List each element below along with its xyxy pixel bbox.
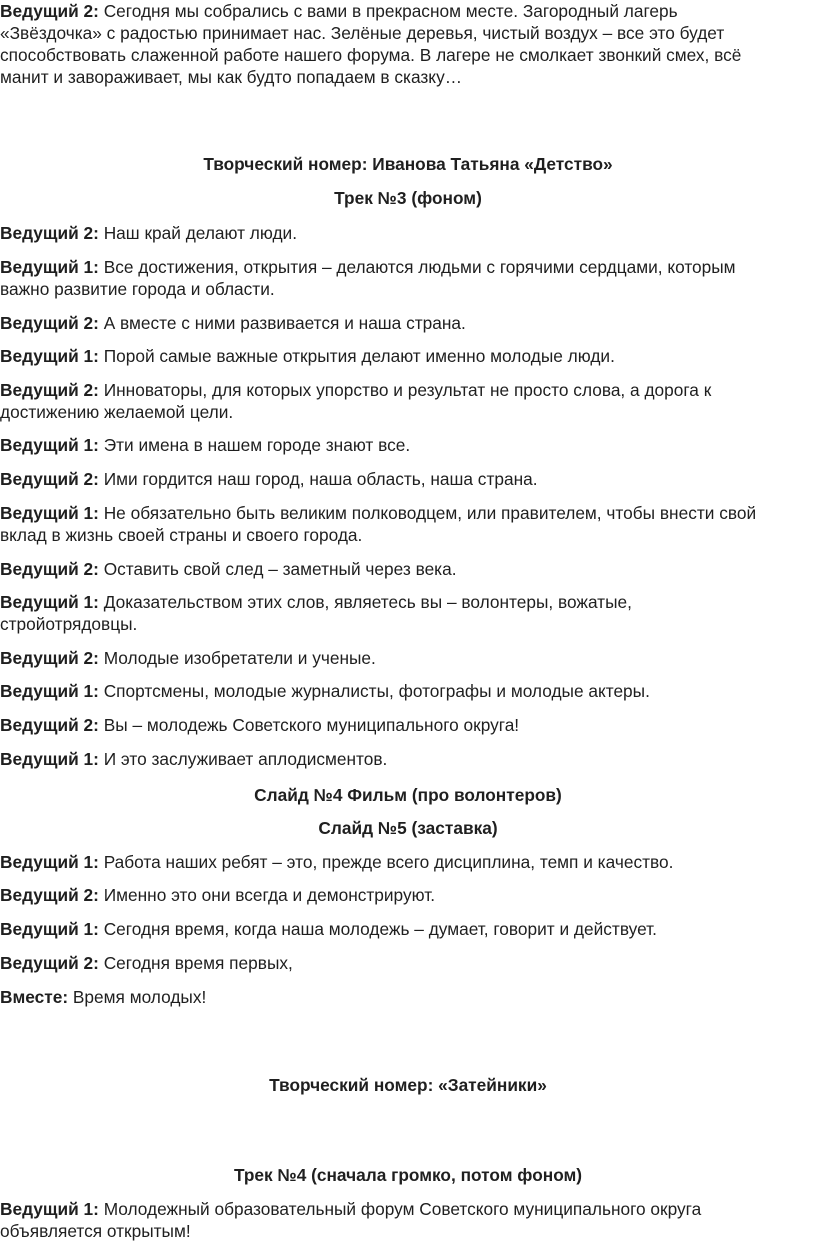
dialogue-line (0, 256, 812, 278)
speaker-label: Ведущий 2: (0, 953, 99, 973)
dialogue-text: Время молодых! (72, 987, 207, 1007)
dialogue-continuation: важно развитие города и области. (0, 279, 275, 299)
dialogue-text: Работа наших ребят – это, прежде всего дисциплина, темп и качество. (103, 852, 674, 872)
dialogue-text: Доказательством этих слов, являетесь вы – волонтеры, вожатые, (103, 592, 632, 612)
dialogue-text: Ими гордится наш город, наша область, наша страна. (103, 469, 538, 489)
heading-track-3: Трек №3 (фоном) (334, 188, 482, 208)
speaker-label: Ведущий 1: (0, 257, 99, 277)
dialogue-text: Сегодня время первых, (103, 953, 293, 973)
heading-creative-number-2: Творческий номер: «Затейники» (269, 1075, 547, 1095)
speaker-label: Ведущий 1: (0, 435, 99, 455)
dialogue-continuation: вклад в жизнь своей страны и своего города. (0, 525, 363, 545)
dialogue-text: Молодежный образовательный форум Советского муниципального округа (103, 1199, 702, 1219)
speaker-label: Ведущий 1: (0, 503, 99, 523)
dialogue-line (0, 884, 812, 906)
speaker-label: Ведущий 1: (0, 681, 99, 701)
speaker-label: Ведущий 1: (0, 592, 99, 612)
speaker-label: Ведущий 2: (0, 469, 99, 489)
dialogue-text: Сегодня время, когда наша молодежь – думает, говорит и действует. (103, 919, 657, 939)
dialogue-text: Спортсмены, молодые журналисты, фотографы и молодые актеры. (103, 681, 650, 701)
dialogue-text: Не обязательно быть великим полководцем, или правителем, чтобы внести свой (103, 503, 757, 523)
dialogue-line (0, 558, 812, 580)
dialogue-line (0, 502, 812, 524)
dialogue-line (0, 952, 812, 974)
speaker-label: Ведущий 1: (0, 346, 99, 366)
dialogue-text: Инноваторы, для которых упорство и результат не просто слова, а дорога к (103, 380, 712, 400)
dialogue-line (0, 1198, 812, 1220)
intro-line-4: манит и завораживает, мы как будто попадаем в сказку… (0, 67, 462, 87)
speaker-label: Ведущий 2: (0, 559, 99, 579)
dialogue-line (0, 222, 812, 244)
dialogue-line (0, 918, 812, 940)
dialogue-text: Оставить свой след – заметный через века. (103, 559, 457, 579)
dialogue-text: И это заслуживает аплодисментов. (103, 749, 388, 769)
heading-slide-4: Слайд №4 Фильм (про волонтеров) (254, 785, 562, 805)
speaker-label: Ведущий 2: (0, 715, 99, 735)
speaker-label: Ведущий 2: (0, 648, 99, 668)
intro-line-1 (0, 0, 812, 22)
dialogue-line (0, 714, 812, 736)
speaker-label: Ведущий 2: (0, 885, 99, 905)
dialogue-line (0, 345, 812, 367)
dialogue-text: Эти имена в нашем городе знают все. (103, 435, 411, 455)
dialogue-line (0, 647, 812, 669)
dialogue-line (0, 379, 812, 401)
heading-creative-number-1: Творческий номер: Иванова Татьяна «Детство» (203, 154, 613, 174)
speaker-label: Ведущий 1: (0, 852, 99, 872)
dialogue-text: Порой самые важные открытия делают именно молодые люди. (103, 346, 615, 366)
speaker-label: Ведущий 2: (0, 223, 99, 243)
heading-track-4: Трек №4 (сначала громко, потом фоном) (233, 1165, 583, 1185)
speaker-label: Ведущий 2: (0, 313, 99, 333)
speaker-label: Ведущий 1: (0, 1199, 99, 1219)
intro-text: Сегодня мы собрались с вами в прекрасном месте. Загородный лагерь (103, 1, 678, 21)
dialogue-line (0, 680, 812, 702)
speaker-label: Ведущий 1: (0, 919, 99, 939)
speaker-label: Ведущий 2: (0, 380, 99, 400)
dialogue-text: Наш край делают люди. (103, 223, 298, 243)
dialogue-text: Все достижения, открытия – делаются людьми с горячими сердцами, которым (103, 257, 736, 277)
speaker-label: Ведущий 1: (0, 749, 99, 769)
dialogue-continuation: стройотрядовцы. (0, 614, 138, 634)
dialogue-line (0, 468, 812, 490)
dialogue-line (0, 591, 812, 613)
dialogue-continuation: достижению желаемой цели. (0, 402, 234, 422)
dialogue-text: Именно это они всегда и демонстрируют. (103, 885, 435, 905)
intro-line-3: способствовать слаженной работе нашего форума. В лагере не смолкает звонкий смех, всё (0, 45, 742, 65)
dialogue-text: Молодые изобретатели и ученые. (103, 648, 376, 668)
dialogue-continuation: объявляется открытым! (0, 1221, 191, 1241)
dialogue-text: Вы – молодежь Советского муниципального округа! (103, 715, 520, 735)
speaker-label: Ведущий 2: (0, 1, 99, 21)
dialogue-line (0, 986, 812, 1008)
intro-line-2: «Звёздочка» с радостью принимает нас. Зелёные деревья, чистый воздух – все это будет (0, 23, 725, 43)
heading-slide-5: Слайд №5 (заставка) (318, 818, 498, 838)
dialogue-text: А вместе с ними развивается и наша страна. (103, 313, 466, 333)
dialogue-line (0, 434, 812, 456)
dialogue-line (0, 851, 812, 873)
dialogue-line (0, 312, 812, 334)
speaker-label: Вместе: (0, 987, 69, 1007)
dialogue-line (0, 748, 812, 770)
